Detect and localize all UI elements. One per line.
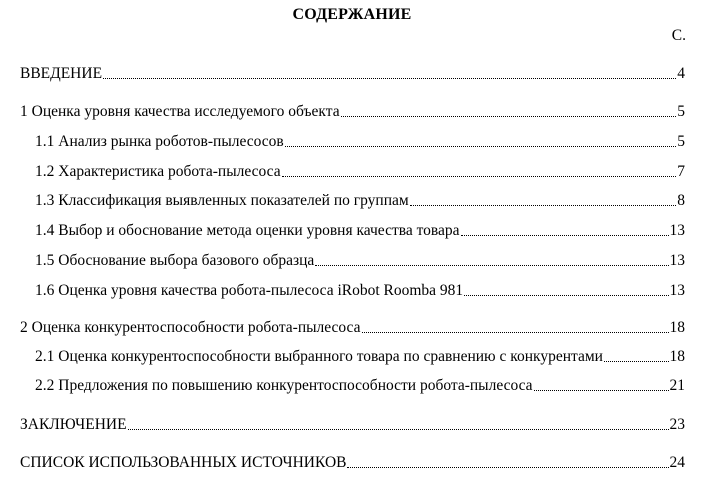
toc-entry-section-1-5 [35,250,685,270]
toc-entry-section-1-3 [35,190,685,210]
dot-leader [282,176,677,177]
dot-leader [362,332,669,333]
toc-entry-label: 1.1 Анализ рынка роботов-пылесосов [35,133,284,150]
toc-title: СОДЕРЖАНИЕ [292,6,412,23]
toc-entry-label: 1.2 Характеристика робота-пылесоса [35,163,281,180]
dot-leader [410,205,677,206]
dot-leader [128,429,669,430]
toc-entry-section-2 [20,317,685,337]
toc-entry-page: 13 [669,282,685,299]
dot-leader [341,116,677,117]
toc-entry-page: 7 [677,163,685,180]
toc-entry-page: 13 [669,222,685,239]
toc-entry-page: 4 [677,65,685,82]
toc-entry-section-1-4 [35,220,685,240]
dot-leader [461,235,669,236]
toc-entry-references [20,452,685,472]
dot-leader [604,361,669,362]
toc-entry-page: 18 [669,348,685,365]
dot-leader [103,78,676,79]
toc-entry-label: ЗАКЛЮЧЕНИЕ [20,416,127,433]
toc-entry-label: 2 Оценка конкурентоспособности робота-пылесоса [20,319,361,336]
toc-entry-label: 2.2 Предложения по повышению конкурентоспособности робота-пылесоса [35,377,533,394]
toc-entry-page: 5 [677,133,685,150]
toc-entry-label: 1.4 Выбор и обоснование метода оценки уровня качества товара [35,222,460,239]
toc-entry-page: 8 [677,192,685,209]
toc-entry-label: 2.1 Оценка конкурентоспособности выбранного товара по сравнению с конкурентами [35,348,603,365]
toc-entry-conclusion [20,414,685,434]
toc-entry-section-1-2 [35,161,685,181]
toc-entry-page: 23 [669,416,685,433]
toc-entry-page: 5 [677,103,685,120]
dot-leader [285,146,677,147]
toc-entry-introduction [20,63,685,83]
toc-entry-section-1-6 [35,280,685,300]
toc-entry-section-2-1 [35,346,685,366]
toc-entry-page: 13 [669,252,685,269]
toc-entry-page: 21 [669,377,685,394]
toc-entry-section-1 [20,101,685,121]
toc-entry-section-1-1 [35,131,685,151]
toc-entry-page: 18 [669,319,685,336]
page-column-label: С. [671,27,686,44]
dot-leader [347,467,668,468]
toc-entry-label: ВВЕДЕНИЕ [20,65,103,82]
toc-entry-label: 1.6 Оценка уровня качества робота-пылесоса iRobot Roomba 981 [35,282,464,299]
toc-entry-section-2-2 [35,375,685,395]
toc-entry-label: СПИСОК ИСПОЛЬЗОВАННЫХ ИСТОЧНИКОВ [20,454,347,471]
dot-leader [534,390,669,391]
dot-leader [315,265,668,266]
toc-entry-label: 1.5 Обоснование выбора базового образца [35,252,315,269]
toc-entry-page: 24 [669,454,685,471]
dot-leader [464,295,668,296]
toc-entry-label: 1 Оценка уровня качества исследуемого объекта [20,103,340,120]
toc-entry-label: 1.3 Классификация выявленных показателей по группам [35,192,409,209]
